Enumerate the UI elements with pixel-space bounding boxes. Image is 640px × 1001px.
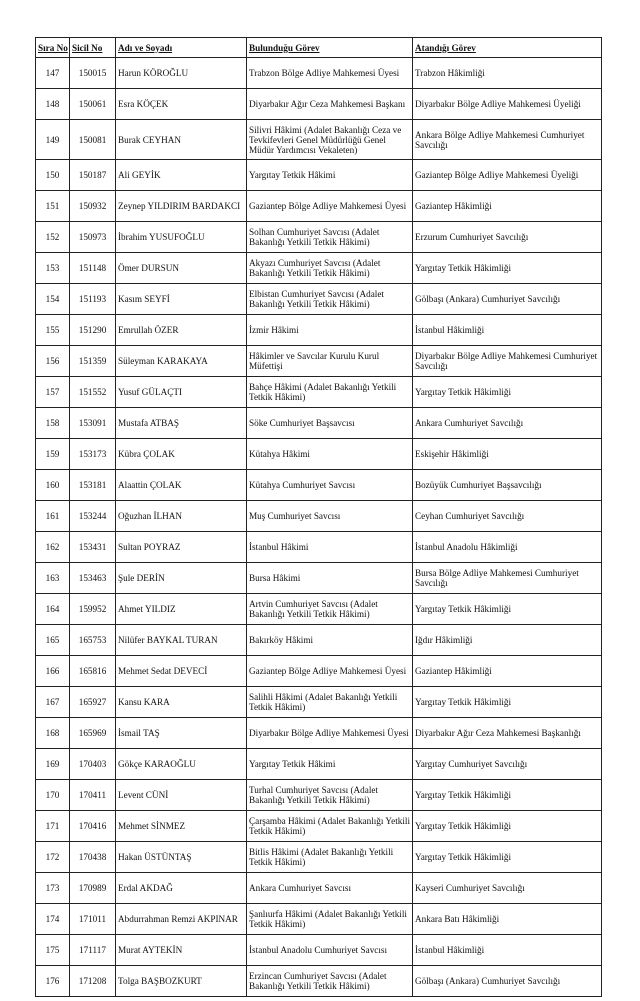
- cell-sicil-no: 171117: [70, 935, 116, 966]
- cell-assigned-position: Yargıtay Tetkik Hâkimliği: [413, 842, 602, 873]
- cell-sira-no: 175: [36, 935, 70, 966]
- table-row: [36, 842, 602, 873]
- cell-current-position: Artvin Cumhuriyet Savcısı (Adalet Bakanlığı Yetkili Tetkik Hâkimi): [247, 594, 413, 625]
- cell-assigned-position: Eskişehir Hâkimliği: [413, 439, 602, 470]
- cell-current-position: Ankara Cumhuriyet Savcısı: [247, 873, 413, 904]
- cell-name: İbrahim YUSUFOĞLU: [116, 222, 247, 253]
- cell-name: Abdurrahman Remzi AKPINAR: [116, 904, 247, 935]
- cell-assigned-position: Bursa Bölge Adliye Mahkemesi Cumhuriyet Savcılığı: [413, 563, 602, 594]
- cell-name: Esra KÖÇEK: [116, 89, 247, 120]
- cell-sicil-no: 165927: [70, 687, 116, 718]
- cell-sicil-no: 170403: [70, 749, 116, 780]
- cell-sira-no: 163: [36, 563, 70, 594]
- cell-assigned-position: Trabzon Hâkimliği: [413, 58, 602, 89]
- cell-sira-no: 150: [36, 160, 70, 191]
- cell-sicil-no: 151290: [70, 315, 116, 346]
- table-row: [36, 873, 602, 904]
- cell-current-position: İzmir Hâkimi: [247, 315, 413, 346]
- cell-name: Kasım SEYFİ: [116, 284, 247, 315]
- cell-sira-no: 157: [36, 377, 70, 408]
- cell-name: Süleyman KARAKAYA: [116, 346, 247, 377]
- cell-assigned-position: Gaziantep Hâkimliği: [413, 656, 602, 687]
- table-row: [36, 501, 602, 532]
- cell-sira-no: 176: [36, 966, 70, 997]
- cell-sira-no: 148: [36, 89, 70, 120]
- cell-current-position: İstanbul Hâkimi: [247, 532, 413, 563]
- cell-sicil-no: 165816: [70, 656, 116, 687]
- cell-current-position: İstanbul Anadolu Cumhuriyet Savcısı: [247, 935, 413, 966]
- cell-sicil-no: 151148: [70, 253, 116, 284]
- cell-sira-no: 149: [36, 120, 70, 160]
- cell-name: Kansu KARA: [116, 687, 247, 718]
- cell-assigned-position: Yargıtay Tetkik Hâkimliği: [413, 811, 602, 842]
- cell-name: Nilüfer BAYKAL TURAN: [116, 625, 247, 656]
- cell-sicil-no: 153181: [70, 470, 116, 501]
- cell-sira-no: 174: [36, 904, 70, 935]
- cell-name: Oğuzhan İLHAN: [116, 501, 247, 532]
- cell-assigned-position: Ankara Bölge Adliye Mahkemesi Cumhuriyet Savcılığı: [413, 120, 602, 160]
- cell-assigned-position: Gölbaşı (Ankara) Cumhuriyet Savcılığı: [413, 284, 602, 315]
- table-row: [36, 284, 602, 315]
- cell-sira-no: 159: [36, 439, 70, 470]
- table-row: [36, 811, 602, 842]
- cell-current-position: Kütahya Cumhuriyet Savcısı: [247, 470, 413, 501]
- cell-assigned-position: Yargıtay Tetkik Hâkimliği: [413, 780, 602, 811]
- cell-name: Mustafa ATBAŞ: [116, 408, 247, 439]
- cell-current-position: Şanlıurfa Hâkimi (Adalet Bakanlığı Yetkili Tetkik Hâkimi): [247, 904, 413, 935]
- cell-current-position: Yargıtay Tetkik Hâkimi: [247, 749, 413, 780]
- cell-assigned-position: Ceyhan Cumhuriyet Savcılığı: [413, 501, 602, 532]
- cell-assigned-position: Ankara Batı Hâkimliği: [413, 904, 602, 935]
- cell-sira-no: 170: [36, 780, 70, 811]
- table-row: [36, 58, 602, 89]
- cell-name: Emrullah ÖZER: [116, 315, 247, 346]
- cell-sira-no: 171: [36, 811, 70, 842]
- cell-sicil-no: 151193: [70, 284, 116, 315]
- table-row: [36, 346, 602, 377]
- cell-assigned-position: Gaziantep Bölge Adliye Mahkemesi Üyeliği: [413, 160, 602, 191]
- cell-sira-no: 152: [36, 222, 70, 253]
- cell-sicil-no: 171208: [70, 966, 116, 997]
- cell-assigned-position: İstanbul Hâkimliği: [413, 315, 602, 346]
- cell-assigned-position: Kayseri Cumhuriyet Savcılığı: [413, 873, 602, 904]
- cell-assigned-position: Yargıtay Tetkik Hâkimliği: [413, 253, 602, 284]
- cell-assigned-position: Yargıtay Cumhuriyet Savcılığı: [413, 749, 602, 780]
- table-row: [36, 532, 602, 563]
- header-atandigi-gorev: Atandığı Görev: [413, 38, 602, 58]
- cell-name: Ahmet YILDIZ: [116, 594, 247, 625]
- cell-current-position: Turhal Cumhuriyet Savcısı (Adalet Bakanlığı Yetkili Tetkik Hâkimi): [247, 780, 413, 811]
- cell-current-position: Kütahya Hâkimi: [247, 439, 413, 470]
- cell-name: Erdal AKDAĞ: [116, 873, 247, 904]
- cell-assigned-position: Yargıtay Tetkik Hâkimliği: [413, 377, 602, 408]
- cell-sira-no: 151: [36, 191, 70, 222]
- cell-assigned-position: Gaziantep Hâkimliği: [413, 191, 602, 222]
- cell-assigned-position: Gölbaşı (Ankara) Cumhuriyet Savcılığı: [413, 966, 602, 997]
- cell-name: Kübra ÇOLAK: [116, 439, 247, 470]
- table-row: [36, 191, 602, 222]
- cell-assigned-position: İstanbul Hâkimliği: [413, 935, 602, 966]
- table-row: [36, 89, 602, 120]
- table-row: [36, 780, 602, 811]
- cell-sira-no: 167: [36, 687, 70, 718]
- cell-sira-no: 173: [36, 873, 70, 904]
- table-row: [36, 377, 602, 408]
- table-row: [36, 563, 602, 594]
- cell-current-position: Diyarbakır Ağır Ceza Mahkemesi Başkanı: [247, 89, 413, 120]
- cell-sicil-no: 153091: [70, 408, 116, 439]
- table-header-row: [36, 38, 602, 58]
- cell-sicil-no: 150973: [70, 222, 116, 253]
- cell-current-position: Çarşamba Hâkimi (Adalet Bakanlığı Yetkili Tetkik Hâkimi): [247, 811, 413, 842]
- table-row: [36, 408, 602, 439]
- cell-current-position: Hâkimler ve Savcılar Kurulu Kurul Müfettişi: [247, 346, 413, 377]
- cell-sicil-no: 170438: [70, 842, 116, 873]
- cell-sicil-no: 159952: [70, 594, 116, 625]
- table-row: [36, 253, 602, 284]
- cell-sira-no: 164: [36, 594, 70, 625]
- cell-current-position: Solhan Cumhuriyet Savcısı (Adalet Bakanlığı Yetkili Tetkik Hâkimi): [247, 222, 413, 253]
- cell-sira-no: 154: [36, 284, 70, 315]
- cell-sira-no: 172: [36, 842, 70, 873]
- cell-current-position: Erzincan Cumhuriyet Savcısı (Adalet Bakanlığı Yetkili Tetkik Hâkimi): [247, 966, 413, 997]
- cell-current-position: Yargıtay Tetkik Hâkimi: [247, 160, 413, 191]
- cell-sicil-no: 151359: [70, 346, 116, 377]
- table-row: [36, 749, 602, 780]
- table-row: [36, 439, 602, 470]
- cell-sicil-no: 151552: [70, 377, 116, 408]
- cell-current-position: Trabzon Bölge Adliye Mahkemesi Üyesi: [247, 58, 413, 89]
- cell-name: Mehmet SİNMEZ: [116, 811, 247, 842]
- table-row: [36, 594, 602, 625]
- table-row: [36, 687, 602, 718]
- cell-current-position: Elbistan Cumhuriyet Savcısı (Adalet Bakanlığı Yetkili Tetkik Hâkimi): [247, 284, 413, 315]
- table-row: [36, 315, 602, 346]
- cell-current-position: Salihli Hâkimi (Adalet Bakanlığı Yetkili Tetkik Hâkimi): [247, 687, 413, 718]
- cell-sira-no: 156: [36, 346, 70, 377]
- cell-assigned-position: İstanbul Anadolu Hâkimliği: [413, 532, 602, 563]
- cell-sira-no: 162: [36, 532, 70, 563]
- cell-sira-no: 169: [36, 749, 70, 780]
- cell-current-position: Bitlis Hâkimi (Adalet Bakanlığı Yetkili Tetkik Hâkimi): [247, 842, 413, 873]
- cell-sicil-no: 150932: [70, 191, 116, 222]
- cell-assigned-position: Erzurum Cumhuriyet Savcılığı: [413, 222, 602, 253]
- cell-sira-no: 166: [36, 656, 70, 687]
- cell-sicil-no: 153463: [70, 563, 116, 594]
- cell-name: İsmail TAŞ: [116, 718, 247, 749]
- cell-current-position: Silivri Hâkimi (Adalet Bakanlığı Ceza ve Tevkifevleri Genel Müdürlüğü Genel Müdür Yardımcısı Vekaleten): [247, 120, 413, 160]
- cell-assigned-position: Diyarbakır Ağır Ceza Mahkemesi Başkanlığı: [413, 718, 602, 749]
- cell-sira-no: 160: [36, 470, 70, 501]
- table-row: [36, 718, 602, 749]
- cell-name: Mehmet Sedat DEVECİ: [116, 656, 247, 687]
- header-sicil-no: Sicil No: [70, 38, 116, 58]
- table-row: [36, 222, 602, 253]
- cell-name: Harun KÖROĞLU: [116, 58, 247, 89]
- cell-current-position: Bursa Hâkimi: [247, 563, 413, 594]
- table-row: [36, 120, 602, 160]
- cell-sicil-no: 150015: [70, 58, 116, 89]
- cell-name: Gökçe KARAOĞLU: [116, 749, 247, 780]
- cell-assigned-position: Yargıtay Tetkik Hâkimliği: [413, 594, 602, 625]
- cell-sira-no: 165: [36, 625, 70, 656]
- table-row: [36, 470, 602, 501]
- cell-name: Murat AYTEKİN: [116, 935, 247, 966]
- header-adi-soyadi: Adı ve Soyadı: [116, 38, 247, 58]
- cell-sicil-no: 153431: [70, 532, 116, 563]
- cell-sicil-no: 170989: [70, 873, 116, 904]
- cell-assigned-position: Diyarbakır Bölge Adliye Mahkemesi Cumhuriyet Savcılığı: [413, 346, 602, 377]
- cell-sicil-no: 170411: [70, 780, 116, 811]
- cell-sicil-no: 150081: [70, 120, 116, 160]
- cell-current-position: Gaziantep Bölge Adliye Mahkemesi Üyesi: [247, 191, 413, 222]
- cell-assigned-position: Yargıtay Tetkik Hâkimliği: [413, 687, 602, 718]
- cell-name: Yusuf GÜLAÇTI: [116, 377, 247, 408]
- cell-name: Şule DERİN: [116, 563, 247, 594]
- cell-current-position: Bahçe Hâkimi (Adalet Bakanlığı Yetkili Tetkik Hâkimi): [247, 377, 413, 408]
- header-sira-no: Sıra No: [36, 38, 70, 58]
- table-row: [36, 656, 602, 687]
- cell-sira-no: 168: [36, 718, 70, 749]
- cell-sicil-no: 153173: [70, 439, 116, 470]
- cell-sira-no: 161: [36, 501, 70, 532]
- header-bulundugu-gorev: Bulunduğu Görev: [247, 38, 413, 58]
- cell-sira-no: 153: [36, 253, 70, 284]
- cell-sicil-no: 153244: [70, 501, 116, 532]
- cell-assigned-position: Iğdır Hâkimliği: [413, 625, 602, 656]
- cell-name: Levent CÜNİ: [116, 780, 247, 811]
- cell-assigned-position: Bozüyük Cumhuriyet Başsavcılığı: [413, 470, 602, 501]
- cell-sira-no: 147: [36, 58, 70, 89]
- table-row: [36, 625, 602, 656]
- cell-name: Burak CEYHAN: [116, 120, 247, 160]
- cell-sicil-no: 150187: [70, 160, 116, 191]
- table-row: [36, 904, 602, 935]
- cell-current-position: Gaziantep Bölge Adliye Mahkemesi Üyesi: [247, 656, 413, 687]
- cell-current-position: Diyarbakır Bölge Adliye Mahkemesi Üyesi: [247, 718, 413, 749]
- cell-sira-no: 158: [36, 408, 70, 439]
- cell-name: Ali GEYİK: [116, 160, 247, 191]
- cell-name: Ömer DURSUN: [116, 253, 247, 284]
- cell-name: Alaattin ÇOLAK: [116, 470, 247, 501]
- cell-assigned-position: Ankara Cumhuriyet Savcılığı: [413, 408, 602, 439]
- cell-sicil-no: 165753: [70, 625, 116, 656]
- cell-sicil-no: 150061: [70, 89, 116, 120]
- cell-assigned-position: Diyarbakır Bölge Adliye Mahkemesi Üyeliği: [413, 89, 602, 120]
- cell-current-position: Söke Cumhuriyet Başsavcısı: [247, 408, 413, 439]
- cell-name: Sultan POYRAZ: [116, 532, 247, 563]
- cell-current-position: Akyazı Cumhuriyet Savcısı (Adalet Bakanlığı Yetkili Tetkik Hâkimi): [247, 253, 413, 284]
- cell-name: Zeynep YILDIRIM BARDAKCI: [116, 191, 247, 222]
- appointment-table: [35, 37, 602, 997]
- cell-name: Tolga BAŞBOZKURT: [116, 966, 247, 997]
- cell-sicil-no: 165969: [70, 718, 116, 749]
- table-row: [36, 935, 602, 966]
- table-row: [36, 160, 602, 191]
- table-row: [36, 966, 602, 997]
- cell-current-position: Bakırköy Hâkimi: [247, 625, 413, 656]
- cell-current-position: Muş Cumhuriyet Savcısı: [247, 501, 413, 532]
- cell-name: Hakan ÜSTÜNTAŞ: [116, 842, 247, 873]
- cell-sicil-no: 171011: [70, 904, 116, 935]
- cell-sicil-no: 170416: [70, 811, 116, 842]
- cell-sira-no: 155: [36, 315, 70, 346]
